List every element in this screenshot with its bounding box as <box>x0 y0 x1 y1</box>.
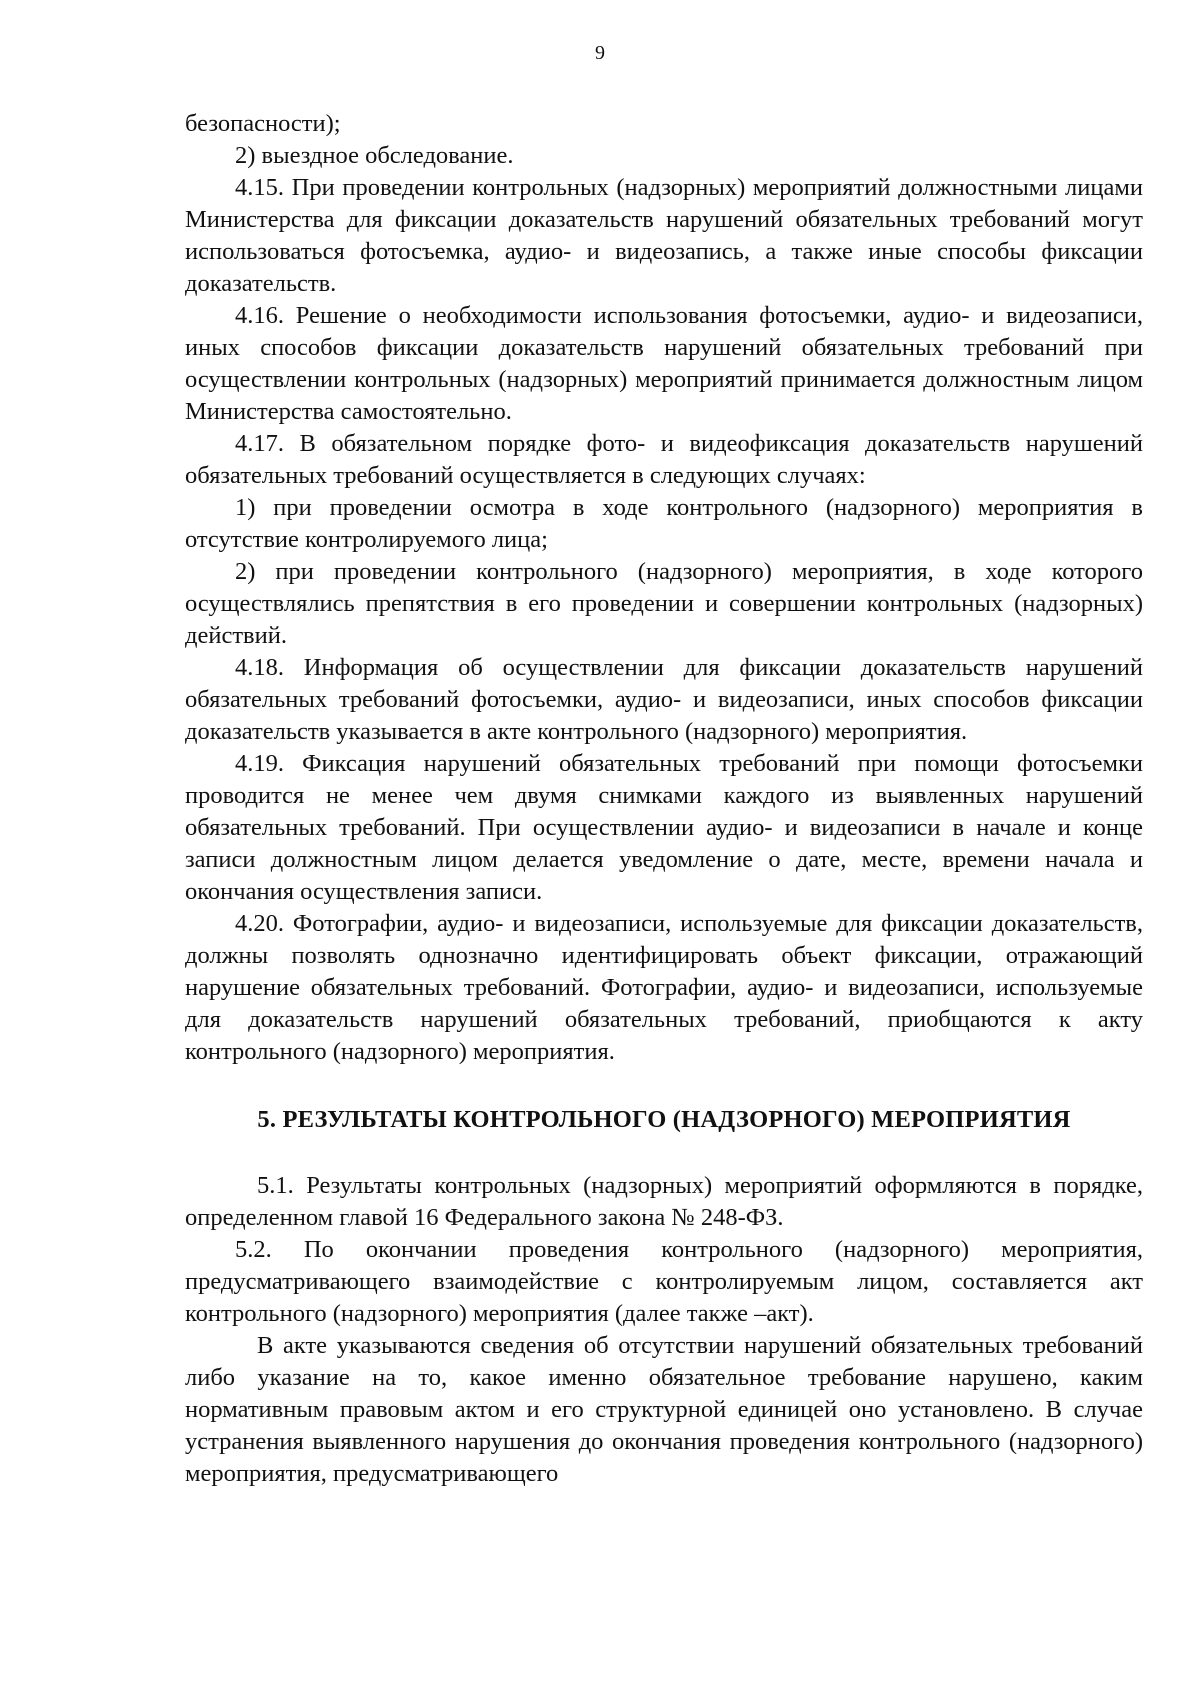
section-5 <box>185 1170 1143 1490</box>
paragraph-4-19: 4.19. Фиксация нарушений обязательных требований при помощи фотосъемки проводится не менее чем двумя снимками каждого из выявленных нарушений обязательных требований. При осуществлении аудио- и видеозаписи в начале и конце записи должностным лицом делается уведомление о дате, месте, времени начала и окончания осуществления записи. <box>185 750 1143 905</box>
document-body <box>185 108 1143 1490</box>
list-item-2: 2) при проведении контрольного (надзорного) мероприятия, в ходе которого осуществлялись препятствия в его проведении и совершении контрольных (надзорных) действий. <box>185 558 1143 649</box>
paragraph-4-16: 4.16. Решение о необходимости использования фотосъемки, аудио- и видеозаписи, иных способов фиксации доказательств нарушений обязательных требований при осуществлении контрольных (надзорных) мероприятий принимается должностным лицом Министерства самостоятельно. <box>185 302 1143 425</box>
paragraph-4-18: 4.18. Информация об осуществлении для фиксации доказательств нарушений обязательных требований фотосъемки, аудио- и видеозаписи, иных способов фиксации доказательств указывается в акте контрольного (надзорного) мероприятия. <box>185 654 1143 745</box>
section-5-heading: 5. РЕЗУЛЬТАТЫ КОНТРОЛЬНОГО (НАДЗОРНОГО) МЕРОПРИЯТИЯ <box>257 1106 1071 1133</box>
paragraph: безопасности); <box>185 110 341 137</box>
paragraph-5-1: 5.1. Результаты контрольных (надзорных) мероприятий оформляются в порядке, определенном главой 16 Федерального закона № 248-ФЗ. <box>185 1172 1143 1231</box>
paragraph-act-details: В акте указываются сведения об отсутствии нарушений обязательных требований либо указание на то, какое именно обязательное требование нарушено, каким нормативным правовым актом и его структурной единицей оно установлено. В случае устранения выявленного нарушения до окончания проведения контрольного (надзорного) мероприятия, предусматривающего <box>185 1332 1143 1487</box>
paragraph: 2) выездное обследование. <box>235 142 514 169</box>
section-4-continuation <box>185 108 1143 1068</box>
page-number: 9 <box>595 42 605 64</box>
paragraph-5-2: 5.2. По окончании проведения контрольного (надзорного) мероприятия, предусматривающего взаимодействие с контролируемым лицом, составляется акт контрольного (надзорного) мероприятия (далее также –акт). <box>185 1236 1143 1327</box>
list-item-1: 1) при проведении осмотра в ходе контрольного (надзорного) мероприятия в отсутствие контролируемого лица; <box>185 494 1143 553</box>
paragraph-4-20: 4.20. Фотографии, аудио- и видеозаписи, используемые для фиксации доказательств, должны позволять однозначно идентифицировать объект фиксации, отражающий нарушение обязательных требований. Фотографии, аудио- и видеозаписи, используемые для доказательств нарушений обязательных требований, приобщаются к акту контрольного (надзорного) мероприятия. <box>185 910 1143 1065</box>
paragraph-4-17: 4.17. В обязательном порядке фото- и видеофиксация доказательств нарушений обязательных требований осуществляется в следующих случаях: <box>185 430 1143 489</box>
paragraph-4-15: 4.15. При проведении контрольных (надзорных) мероприятий должностными лицами Министерства для фиксации доказательств нарушений обязательных требований могут использоваться фотосъемка, аудио- и видеозапись, а также иные способы фиксации доказательств. <box>185 174 1143 297</box>
